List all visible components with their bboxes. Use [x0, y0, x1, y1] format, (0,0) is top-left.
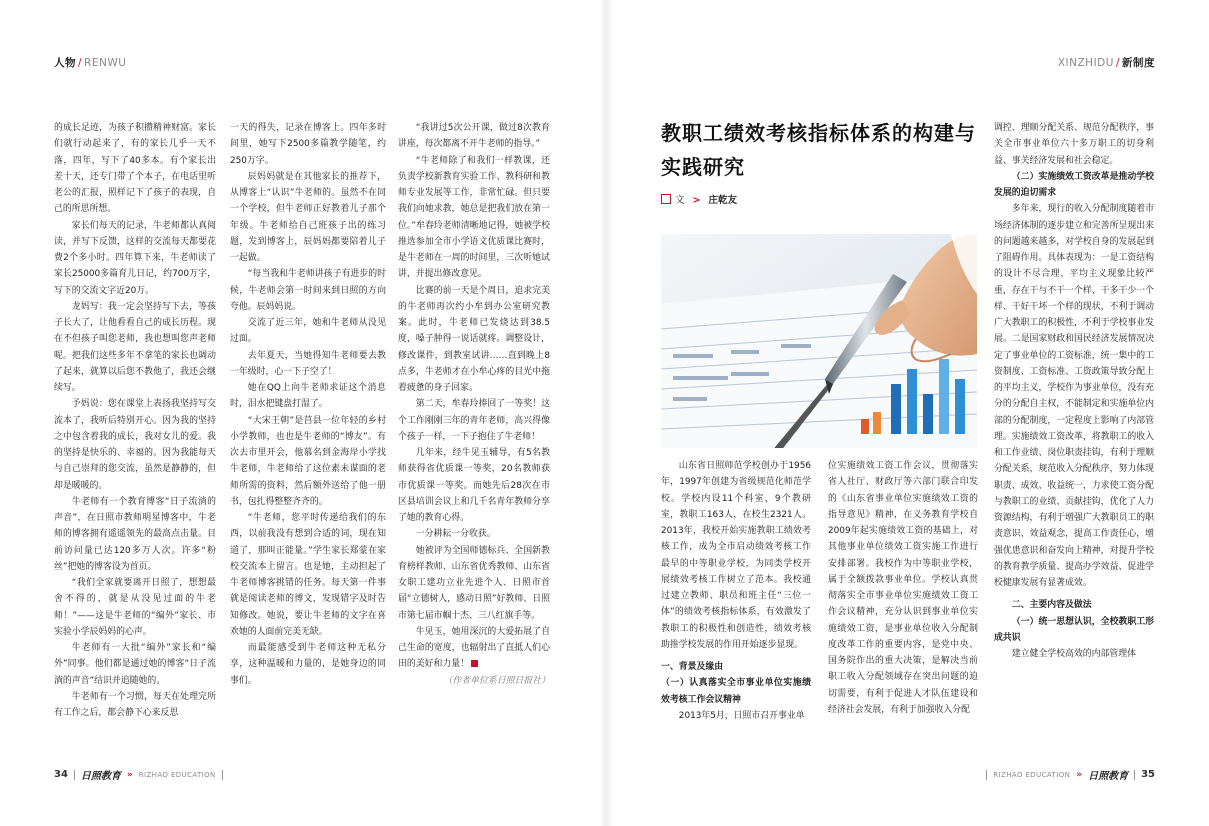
byline-box-icon [661, 194, 671, 204]
paragraph: 调控、理顺分配关系、规范分配秩序，事关全市事业单位六十多万职工的切身利益、事关经济发展和社会稳定。 [994, 123, 1154, 166]
folio-divider [986, 770, 987, 780]
page-number: 35 [1141, 769, 1155, 780]
right-column-3 [994, 120, 1154, 732]
article-title: 教职工绩效考核指标体系的构建与实践研究 [661, 121, 976, 179]
subsection-heading-3: （一）统一思想认识，全校教职工形成共识 [994, 616, 1154, 643]
paragraph [398, 624, 550, 673]
left-column-3 [398, 120, 550, 732]
paragraph: 牛老师有一个教育博客“日子流淌的声音”，在日照市教师明星博客中，牛老师的博客拥有遥遥领先的最高点击量。目前访问量已达120多万人次。许多“粉丝”把她的博客设为首页。 [54, 496, 216, 572]
folio-divider [74, 770, 75, 780]
paragraph: 几年来，经牛见玉辅导，有5名教师获得省优质课一等奖，20名教师获市优质课一等奖。而她先后28次在市区县培训会议上和几千名青年教师分享了她的教育心得。 [398, 448, 550, 523]
end-mark-icon [471, 660, 478, 667]
paragraph: 建立健全学校高效的内部管理体 [1011, 649, 1137, 659]
paragraph: 而最能感受到牛老师这种无私分享，这种温暖和力量的，是她身边的同事们。 [230, 643, 386, 686]
running-head-left [54, 55, 126, 70]
paragraph: “我们全家就要离开日照了，想想最舍不得的，就是从没见过面的牛老师！”——这是牛老师的“编外”家长、市实验小学辰妈妈的心声。 [54, 578, 216, 637]
subsection-heading-1: （一）认真落实全市事业单位实施绩效考核工作会议精神 [661, 678, 811, 705]
paragraph: “牛老师，您平时传递给我们的东西，以前我没有想到合适的词，现在知道了，那叫正能量。”学生家长郑蒙在家校交流本上留言。也是她，主动担起了牛老师博客挑错的任务。每天第一件事就是阅读老师的博文，发现错字及时告知修改。她说，要让牛老师的文字在喜欢她的人面前完美无缺。 [230, 513, 386, 637]
right-column-1 [661, 458, 811, 730]
chevron-right-icon: » [1076, 769, 1083, 780]
paragraph: 第二天，牟春玲捧回了一等奖！这个工作刚刚三年的青年老师，高兴得像个孩子一样，一下子抱住了牛老师！ [398, 399, 550, 442]
paragraph: 去年夏天，当她得知牛老师要去教一年级时，心一下子空了！ [230, 350, 386, 377]
left-column-1 [54, 120, 216, 732]
paragraph: 山东省日照师范学校创办于1956年，1997年创建为省级规范化师范学校。学校内设11个科室，9个教研室，教职工163人，在校生2321人。2013年，我校开始实施教职工绩效考核工作，成为全市启动绩效考核工作最早的中等职业学校，为同类学校开展绩效考核工作树立了范本。我校通过建立教师、职员和班主任“三位一体”的绩效考核指标体系，有效激发了教职工的积极性和创造性，绩效考核助推学校发展的作用开始逐步显现。 [661, 461, 811, 650]
paragraph: 辰妈妈就是在其他家长的推荐下，从博客上“认识”牛老师的。虽然不在同一个学校，但牛老师正好教着儿子那个年级。牛老师给自己班孩子出的练习题，发到博客上，辰妈妈都要陪着儿子一起做。 [230, 171, 386, 263]
folio-left [54, 767, 223, 782]
section-name-cn: 人物 [54, 57, 76, 69]
paragraph: “我讲过5次公开课，做过8次教育讲座，每次都离不开牛老师的指导。” [398, 123, 550, 150]
section-heading-1: 一、背景及缘由 [661, 662, 724, 672]
folio-divider [222, 770, 223, 780]
chevron-right-icon: » [126, 769, 133, 780]
left-column-2 [230, 120, 386, 732]
section-separator: / [1115, 57, 1120, 69]
section-name-latin: RENWU [84, 57, 127, 69]
paragraph: 一天的得失，记录在博客上。四年多时间里，她写下2500多篇教学随笔，约250万字。 [230, 123, 386, 166]
page-gutter [600, 0, 614, 826]
paragraph: 交流了近三年，她和牛老师从没见过面。 [230, 318, 386, 345]
paragraph: “每当我和牛老师讲孩子有进步的时候，牛老师会第一时间来到日照的方向夸他。辰妈妈说。 [230, 269, 386, 312]
byline-author: 庄乾友 [708, 195, 737, 206]
paragraph: “牛老师除了和我们一样教课，还负责学校新教育实验工作、教科研和教师专业发展等工作，非常忙碌。但只要我们向她求教，她总是把我们放在第一位。”牟春玲老师清晰地记得，她被学校推选参加全市小学语文优质课比赛时，是牛老师在一周的时间里，三次听她试讲，并提出修改意见。 [398, 155, 550, 280]
magazine-name-latin: RIZHAO EDUCATION [993, 770, 1071, 779]
right-column-2 [828, 458, 978, 730]
paragraph: 予妈说：您在课堂上表扬我坚持写交流本了，我听后特别开心。因为我的坚持之中包含着我的成长，我对女儿的爱。我的坚持是快乐的、幸福的。因为我能每天与自己崇拜的您交流，虽然是静静的，但却是暖暖的。 [54, 399, 216, 491]
section-heading-2: 二、主要内容及做法 [1011, 600, 1092, 611]
paragraph: 多年来，现行的收入分配制度随着市场经济体制的逐步建立和完善所呈现出来的问题越来越多，对学校自身的发展起到了阻碍作用。具体表现为：一是工资结构的设计不尽合理、平均主义现象比较严重，存在干与不干一个样、干多干少一个样、干好干坏一个样的现状，不利于调动广大教职工的积极性，不利于学校事业发展。二是国家财政和国民经济发展情况决定了事业单位的工资标准，统一集中的工资制度、工资标准、工资政策导致分配上的平均主义，学校作为事业单位，没有充分的分配自主权，不能制定和实施单位内部的分配制度，一定程度上影响了内部管理。实施绩效工资改革，将教职工的收入和工作业绩、岗位职责挂钩，有利于理顺分配关系，规范收入分配秩序，努力体现职责、成效、收益统一，力求使工资分配与教职工的业绩、贡献挂钩，优化了人力资源结构，有利于增强广大教职员工的职责意识、效益观念，提高工作责任心，增强优患意识和奋发向上精神，对提升学校的教育教学质量、提高办学效益、促进学校健康发展有显著成效。 [994, 204, 1154, 588]
folio-right [986, 767, 1155, 782]
section-name-latin: XINZHIDU [1057, 57, 1114, 69]
byline-arrow: > [692, 195, 701, 206]
paragraph: 牛老师有一大批“编外”家长和“编外”同事。他们都是通过她的博客“日子流淌的声音”结识并追随她的。 [54, 643, 216, 686]
byline [661, 192, 737, 206]
paragraph: 她在QQ上向牛老师求证这个消息时，泪水把键盘打湿了。 [230, 383, 386, 410]
magazine-name-latin: RIZHAO EDUCATION [138, 770, 216, 779]
paragraph: 家长们每天的记录，牛老师都认真阅读，并写下反馈，这样的交流每天都要花费2个多小时。四年算下来，牛老师读了家长25000多篇育儿日记，约700万字，写下的交流文字近20万。 [54, 220, 216, 296]
paragraph: 2013年5月，日照市召开事业单 [678, 710, 805, 721]
paragraph: 一分耕耘一分收获。 [415, 529, 496, 540]
byline-label: 文 [675, 195, 685, 206]
running-head-right [1058, 55, 1155, 70]
closing-sentence: 牛见玉，她用深沉的大爱拓展了自己生命的宽度，也辐射出了直抵人们心田的美好和力量！ [398, 626, 550, 670]
paragraph: 她被评为全国师德标兵、全国新教育榜样教师、山东省优秀教师、山东省女职工建功立业先进个人、日照市首届“立德树人，感动日照”好教师、日照市第七届市帼十杰、三八红旗手等。 [398, 545, 550, 621]
page-number: 34 [54, 769, 68, 780]
paragraph: 位实施绩效工资工作会议，贯彻落实省人社厅、财政厅等六部门联合印发的《山东省事业单位实施绩效工资的指导意见》精神，在义务教育学校自2009年起实施绩效工资的基础上，对其他事业单位绩效工资实施工作进行安排部署。我校作为中等职业学校，属于全额拨款事业单位。学校认真贯彻落实全市事业单位实施绩效工资工作会议精神，充分认识到事业单位实施绩效工资，是事业单位收入分配制度改革工作的重要内容，是党中央、国务院作出的重大决策，是解决当前职工收入分配领域存在突出问题的迫切需要，有利于促进人才队伍建设和经济社会发展，有利于加强收入分配 [828, 461, 978, 715]
subsection-heading-2: （二）实施绩效工资改革是推动学校发展的迫切需求 [994, 171, 1154, 198]
magazine-name: 日照教育 [1088, 771, 1129, 782]
folio-divider [1134, 770, 1135, 780]
section-name-cn: 新制度 [1122, 57, 1155, 69]
magazine-name: 日照教育 [80, 771, 121, 782]
paragraph: 的成长足迹，为孩子积攒精神财富。家长们就行动起来了，有的家长几乎一天不落，四年，写下了40多本。有个家长出差十天，还专门带了个本子，在电话里听老公的汇报，照样记下了孩子的表现，自己的所思所想。 [54, 123, 216, 215]
paragraph: 龙妈写：我一定会坚持写下去，等孩子长大了，让他看看自己的成长历程。现在不但孩子叫您老师，我也想叫您声老师呢。把我们这些多年不拿笔的家长也调动了起来，就算以后您不教他了，我还会继续写。 [54, 301, 216, 393]
author-credit: （作者单位系日照日报社） [443, 675, 550, 686]
paragraph: 比赛的前一天是个周日，追求完美的牛老师再次约小牟到办公室研究教案。此时，牛老师已发烧达到38.5度，嗓子肿得一说话就疼。调整设计，修改课件，到教室试讲……直到晚上8点多，牛老师才在小牟心疼的目光中拖着疲惫的身子回家。 [398, 285, 550, 393]
article-photo [661, 234, 977, 448]
paragraph: “大宋王朝”是莒县一位年轻的乡村小学教师，也也是牛老师的“博友”。有次去市里开会，他慕名到金海岸小学找牛老师，牛老师给了这位素未谋面的老师所需的资料，然后额外送给了他一册书，包扎得整整齐齐的。 [230, 415, 386, 507]
hand-with-pen-on-chart-photo [661, 234, 977, 448]
section-separator: / [78, 57, 83, 69]
paragraph: 牛老师有一个习惯，每天在处理完所有工作之后，都会静下心来反思 [54, 691, 216, 718]
